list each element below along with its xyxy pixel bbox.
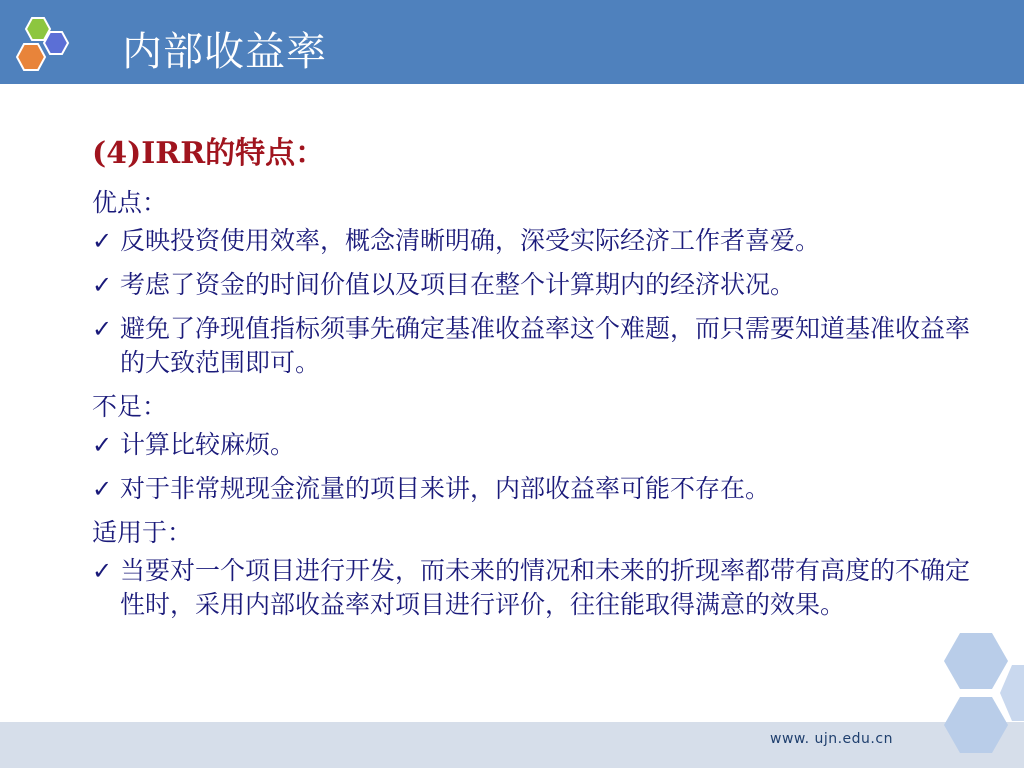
group-label: 适用于： xyxy=(92,518,193,547)
list-item xyxy=(92,472,972,506)
list-item xyxy=(92,428,972,462)
checkmark-icon: ✓ xyxy=(92,227,113,255)
list-item xyxy=(92,268,972,302)
list-item xyxy=(92,554,972,622)
list-item-text: 对于非常规现金流量的项目来讲，内部收益率可能不存在。 xyxy=(120,474,771,503)
group-disadvantages xyxy=(92,390,972,506)
checkmark-icon: ✓ xyxy=(92,315,113,343)
list-item-text: 考虑了资金的时间价值以及项目在整个计算期内的经济状况。 xyxy=(120,270,796,299)
header-bar xyxy=(0,0,1024,84)
hexagon-logo-icon xyxy=(10,12,90,92)
checkmark-icon: ✓ xyxy=(92,431,113,459)
list-item-text: 反映投资使用效率，概念清晰明确，深受实际经济工作者喜爱。 xyxy=(120,226,821,255)
list-item-text: 计算比较麻烦。 xyxy=(120,430,296,459)
section-title: (4)IRR的特点： xyxy=(92,136,326,171)
hexagon-decoration-icon xyxy=(930,625,1024,768)
checkmark-icon: ✓ xyxy=(92,475,113,503)
list-item xyxy=(92,224,972,258)
group-label: 不足： xyxy=(92,392,168,421)
slide-content xyxy=(92,132,972,632)
list-item-text: 当要对一个项目进行开发，而未来的情况和未来的折现率都带有高度的不确定性时，采用内部收益率对项目进行评价，往往能取得满意的效果。 xyxy=(120,556,971,619)
list-item-text: 避免了净现值指标须事先确定基准收益率这个难题，而只需要知道基准收益率的大致范围即可。 xyxy=(120,314,971,377)
page-title: 内部收益率 xyxy=(122,29,327,75)
checkmark-icon: ✓ xyxy=(92,271,113,299)
list-item xyxy=(92,312,972,380)
group-applicability xyxy=(92,516,972,622)
group-label: 优点： xyxy=(92,188,168,217)
footer-url: www. ujn.edu.cn xyxy=(770,731,893,747)
group-advantages xyxy=(92,186,972,380)
checkmark-icon: ✓ xyxy=(92,557,113,585)
